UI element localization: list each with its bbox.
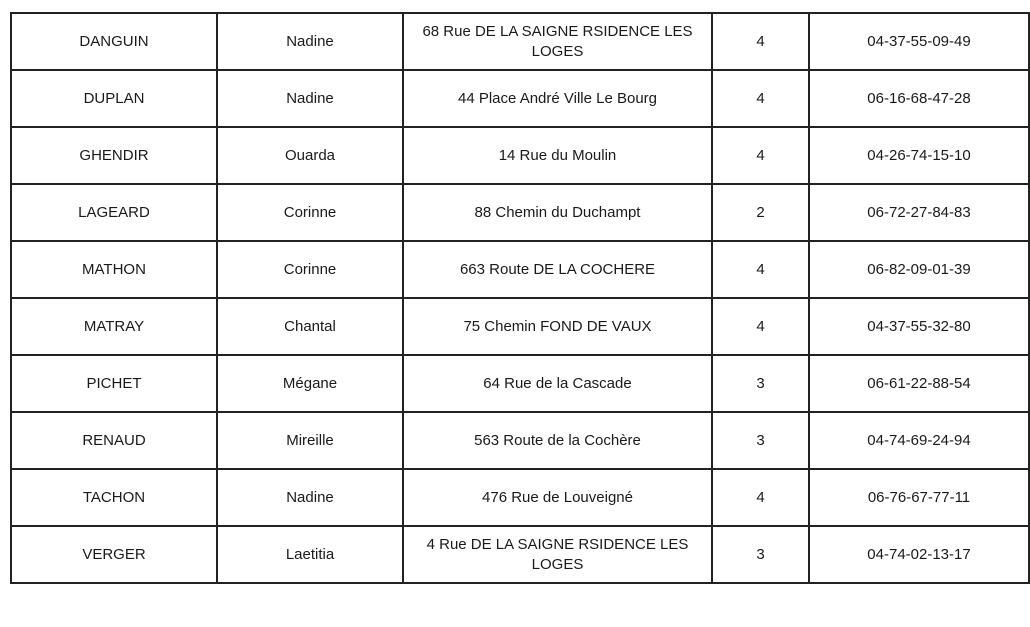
table-row [11,355,1029,412]
first-name-cell: Corinne [217,184,403,241]
count-cell: 4 [712,469,809,526]
phone-cell: 06-82-09-01-39 [809,241,1029,298]
last-name-cell: MATRAY [11,298,217,355]
last-name-cell: VERGER [11,526,217,583]
last-name-cell: DUPLAN [11,70,217,127]
address-cell: 4 Rue DE LA SAIGNE RSIDENCE LES LOGES [403,526,712,583]
phone-cell: 04-74-69-24-94 [809,412,1029,469]
address-cell: 64 Rue de la Cascade [403,355,712,412]
count-cell: 2 [712,184,809,241]
first-name-cell: Ouarda [217,127,403,184]
address-cell: 14 Rue du Moulin [403,127,712,184]
table-row [11,13,1029,70]
first-name-cell: Nadine [217,70,403,127]
count-cell: 4 [712,241,809,298]
table-row [11,469,1029,526]
first-name-cell: Mégane [217,355,403,412]
table-row [11,70,1029,127]
table-row [11,526,1029,583]
last-name-cell: GHENDIR [11,127,217,184]
phone-cell: 04-37-55-32-80 [809,298,1029,355]
residents-table [10,12,1030,584]
last-name-cell: MATHON [11,241,217,298]
address-cell: 44 Place André Ville Le Bourg [403,70,712,127]
count-cell: 4 [712,70,809,127]
last-name-cell: DANGUIN [11,13,217,70]
count-cell: 3 [712,526,809,583]
phone-cell: 06-76-67-77-11 [809,469,1029,526]
address-cell: 663 Route DE LA COCHERE [403,241,712,298]
count-cell: 4 [712,298,809,355]
last-name-cell: PICHET [11,355,217,412]
phone-cell: 06-61-22-88-54 [809,355,1029,412]
first-name-cell: Nadine [217,13,403,70]
last-name-cell: TACHON [11,469,217,526]
phone-cell: 06-72-27-84-83 [809,184,1029,241]
count-cell: 4 [712,13,809,70]
phone-cell: 04-26-74-15-10 [809,127,1029,184]
last-name-cell: RENAUD [11,412,217,469]
table-row [11,412,1029,469]
last-name-cell: LAGEARD [11,184,217,241]
table-row [11,298,1029,355]
address-cell: 88 Chemin du Duchampt [403,184,712,241]
table-row [11,241,1029,298]
table-row [11,184,1029,241]
address-cell: 476 Rue de Louveigné [403,469,712,526]
phone-cell: 04-74-02-13-17 [809,526,1029,583]
phone-cell: 04-37-55-09-49 [809,13,1029,70]
count-cell: 3 [712,412,809,469]
first-name-cell: Mireille [217,412,403,469]
table-row [11,127,1029,184]
address-cell: 75 Chemin FOND DE VAUX [403,298,712,355]
phone-cell: 06-16-68-47-28 [809,70,1029,127]
count-cell: 4 [712,127,809,184]
first-name-cell: Corinne [217,241,403,298]
count-cell: 3 [712,355,809,412]
address-cell: 563 Route de la Cochère [403,412,712,469]
first-name-cell: Chantal [217,298,403,355]
first-name-cell: Laetitia [217,526,403,583]
first-name-cell: Nadine [217,469,403,526]
address-cell: 68 Rue DE LA SAIGNE RSIDENCE LES LOGES [403,13,712,70]
